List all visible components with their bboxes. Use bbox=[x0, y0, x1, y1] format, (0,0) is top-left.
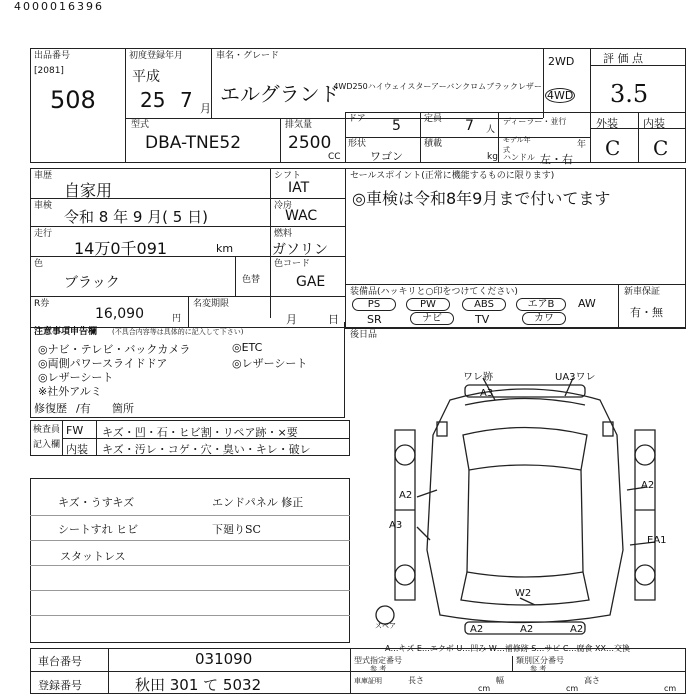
car-name-label: 車名・グレード bbox=[216, 51, 280, 61]
note-line-4: ※社外アルミ bbox=[38, 385, 102, 398]
mark-9: A2 bbox=[470, 624, 484, 635]
color-label: 色 bbox=[34, 259, 44, 269]
deadline-day: 日 bbox=[328, 313, 339, 326]
equipment-label: 装備品(ハッキリと○印をつけてください) bbox=[350, 287, 518, 297]
displacement: 2500 bbox=[288, 133, 332, 153]
shift: IAT bbox=[288, 180, 310, 196]
repair-value: /有 bbox=[76, 402, 91, 415]
yen: 円 bbox=[172, 314, 182, 324]
class-label: 類別区分番号 bbox=[516, 656, 564, 665]
hw-left-3: スタットレス bbox=[60, 550, 126, 563]
equip-ps: PS bbox=[352, 298, 396, 311]
type-approval-ref: 参 考 bbox=[370, 665, 387, 673]
deadline-month: 月 bbox=[286, 313, 297, 326]
era: 平成 bbox=[132, 69, 160, 85]
warranty-label: 新車保証 bbox=[624, 287, 661, 297]
score: 3.5 bbox=[610, 80, 649, 108]
notes-title: 注意事項申告欄 bbox=[34, 327, 98, 337]
fw-items: キズ・凹・石・ヒビ割・リペア跡・×要 bbox=[102, 426, 298, 439]
inspector-label-1: 検査員 bbox=[33, 425, 61, 435]
drive-2wd: 2WD bbox=[548, 55, 575, 68]
capacity: 7 bbox=[465, 118, 474, 134]
reg-month: 7 bbox=[180, 88, 193, 112]
mark-2: UA3ワレ bbox=[555, 372, 596, 383]
doors-label: ドア bbox=[348, 114, 366, 124]
mark-7: EA1 bbox=[647, 535, 667, 546]
remarks-label: 後日品 bbox=[350, 330, 378, 340]
class-ref: 参 考 bbox=[530, 665, 547, 673]
equip-navi: ナビ bbox=[410, 312, 454, 325]
load-label: 積載 bbox=[424, 139, 443, 149]
hw-right-2: 下廻りSC bbox=[212, 523, 261, 536]
repair-point: 箇所 bbox=[112, 402, 134, 415]
interior-items: キズ・汚レ・コゲ・穴・臭い・キレ・破レ bbox=[102, 443, 311, 456]
title-deadline-label: 名変期限 bbox=[193, 299, 230, 309]
handle: 左・右 bbox=[540, 153, 573, 166]
sales-point-text: ◎車検は令和8年9月まで付いてます bbox=[352, 189, 611, 208]
color-code: GAE bbox=[296, 274, 326, 290]
legend: A…キズ E…エクボ U…凹み W…補修跡 S…サビ C…腐食 XX…交換 bbox=[385, 644, 631, 653]
note-line-3: ◎レザーシート bbox=[38, 371, 114, 384]
equip-tv: TV bbox=[475, 313, 490, 326]
cc: CC bbox=[328, 152, 341, 162]
height-label: 高さ bbox=[584, 676, 600, 685]
diagram-spare: スペア bbox=[375, 622, 396, 630]
mileage: 14万0千091 bbox=[74, 239, 168, 258]
equip-airbag: エアB bbox=[516, 298, 566, 311]
mileage-label: 走行 bbox=[34, 229, 53, 239]
chassis: 031090 bbox=[195, 650, 253, 668]
mark-11: A2 bbox=[570, 624, 584, 635]
shaken-label: 車検 bbox=[34, 201, 53, 211]
reg-year: 25 bbox=[140, 88, 166, 112]
top-code: 4000016396 bbox=[14, 0, 104, 13]
doors: 5 bbox=[392, 118, 401, 134]
exterior-label: 外装 bbox=[596, 117, 618, 130]
length-cm: cm bbox=[478, 684, 491, 693]
color-code-label: 色コード bbox=[274, 259, 311, 269]
color: ブラック bbox=[64, 275, 120, 291]
model-year-label: モデル年式 bbox=[503, 136, 531, 154]
equip-sr: SR bbox=[367, 313, 382, 326]
plate: 秋田 301 て 5032 bbox=[135, 676, 262, 694]
drive-4wd: 4WD bbox=[547, 89, 574, 102]
height-cm: cm bbox=[664, 684, 677, 693]
dealer-label: ディーラー・並行 bbox=[503, 117, 567, 126]
mark-5: A3 bbox=[389, 520, 403, 531]
lot-number: 508 bbox=[50, 86, 96, 114]
fuel: ガソリン bbox=[272, 242, 328, 258]
score-label: 評 価 点 bbox=[603, 52, 643, 65]
fuel-label: 燃料 bbox=[274, 229, 293, 239]
type-approval-label: 型式指定番号 bbox=[354, 656, 402, 665]
model-label: 型式 bbox=[131, 120, 150, 130]
plate-label: 登録番号 bbox=[38, 679, 82, 692]
ac-label: 冷房 bbox=[274, 201, 293, 211]
ac: WAC bbox=[285, 208, 318, 224]
hw-left-1: キズ・うすキズ bbox=[58, 496, 135, 509]
car-diagram bbox=[355, 360, 690, 650]
mark-4: A2 bbox=[399, 490, 413, 501]
mark-10: A2 bbox=[520, 624, 534, 635]
recycle-label: R券 bbox=[34, 299, 50, 309]
inspector-interior-label: 内装 bbox=[66, 443, 88, 456]
sales-point-label: セールスポイント(正常に機能するものに限ります) bbox=[350, 171, 555, 181]
exterior-grade: C bbox=[605, 136, 621, 160]
shift-label: シフト bbox=[274, 171, 302, 181]
usage: 自家用 bbox=[64, 181, 113, 200]
mark-8: W2 bbox=[515, 588, 532, 599]
recycle: 16,090 bbox=[95, 306, 144, 322]
hw-left-2: シートすれ ヒビ bbox=[58, 523, 139, 536]
mark-1: ワレ跡 bbox=[463, 372, 493, 383]
lot-label: 出品番号 bbox=[34, 51, 71, 61]
car-name: エルグランド bbox=[220, 82, 340, 106]
km: km bbox=[216, 242, 234, 255]
interior-label: 内装 bbox=[643, 117, 665, 130]
kg: kg bbox=[487, 152, 498, 162]
month-unit: 月 bbox=[200, 102, 211, 115]
interior-grade: C bbox=[653, 136, 669, 160]
mark-3: A3 bbox=[480, 388, 494, 399]
mark-6: A2 bbox=[641, 480, 655, 491]
note-right-1: ◎ETC bbox=[232, 341, 263, 354]
notes-subtitle: (不具合内容等は具体的に記入して下さい) bbox=[112, 328, 244, 336]
displacement-label: 排気量 bbox=[285, 120, 313, 130]
length-label: 長さ bbox=[408, 676, 424, 685]
repair-label: 修復歴 bbox=[34, 402, 67, 415]
equip-aw: AW bbox=[578, 297, 596, 310]
grade: 4WD250ハイウェイスターアーバンクロムブラックレザー bbox=[333, 82, 542, 91]
chassis-label: 車台番号 bbox=[38, 655, 82, 668]
dims-label: 車庫証明 bbox=[354, 677, 382, 685]
first-reg-label: 初度登録年月 bbox=[129, 51, 184, 61]
color-change-label: 色替 bbox=[242, 275, 261, 285]
fw-label: FW bbox=[66, 424, 84, 437]
lot-sub: [2081] bbox=[34, 66, 64, 76]
hw-right-1: エンドパネル 修正 bbox=[212, 496, 304, 509]
equip-kawa: カワ bbox=[522, 312, 566, 325]
inspector-label-2: 記入欄 bbox=[33, 440, 61, 450]
body: ワゴン bbox=[370, 150, 403, 163]
body-label: 形状 bbox=[348, 139, 367, 149]
note-right-2: ◎レザーシート bbox=[232, 357, 308, 370]
note-line-1: ◎ナビ・テレビ・バックカメラ bbox=[38, 343, 191, 356]
width-cm: cm bbox=[566, 684, 579, 693]
equip-abs: ABS bbox=[462, 298, 506, 311]
capacity-label: 定員 bbox=[424, 114, 443, 124]
year-unit: 年 bbox=[577, 140, 587, 150]
usage-label: 車歴 bbox=[34, 171, 53, 181]
equip-pw: PW bbox=[406, 298, 450, 311]
model: DBA-TNE52 bbox=[145, 133, 242, 153]
shaken: 令和 8 年 9 月( 5 日) bbox=[64, 208, 208, 226]
note-line-2: ◎両側パワースライドドア bbox=[38, 357, 168, 370]
width-label: 幅 bbox=[496, 676, 504, 685]
warranty: 有・無 bbox=[630, 306, 663, 319]
handle-label: ハンドル bbox=[503, 153, 535, 162]
capacity-unit: 人 bbox=[486, 125, 496, 135]
